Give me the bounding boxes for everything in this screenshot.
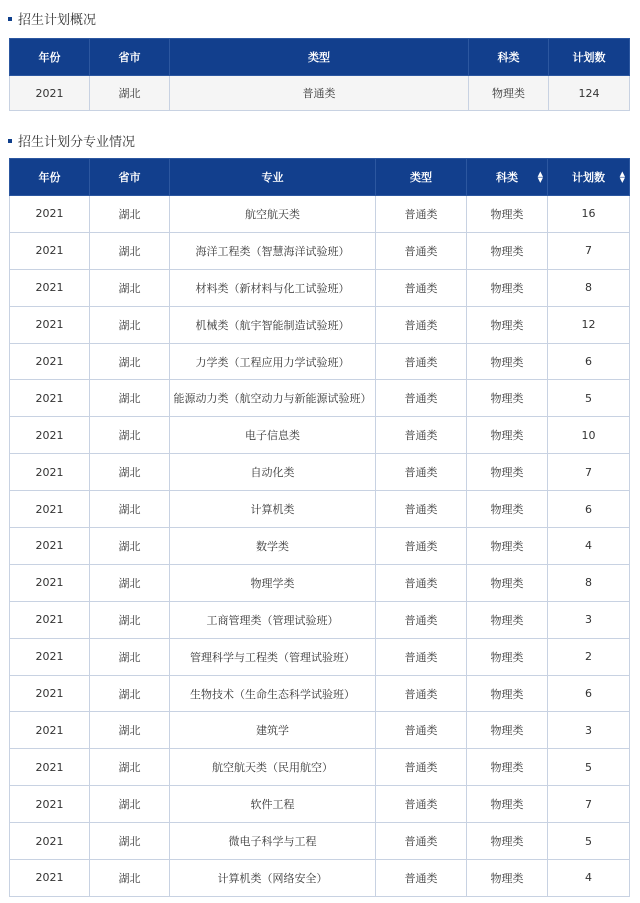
header-province: 省市 [90, 159, 170, 196]
cell-year: 2021 [10, 675, 90, 712]
table-row [10, 564, 630, 601]
cell-year: 2021 [10, 823, 90, 860]
cell-major: 能源动力类（航空动力与新能源试验班） [170, 380, 376, 417]
cell-province: 湖北 [90, 564, 170, 601]
cell-major: 物理学类 [170, 564, 376, 601]
cell-subject: 物理类 [467, 675, 548, 712]
cell-year: 2021 [10, 528, 90, 565]
cell-plan-count: 7 [548, 232, 630, 269]
summary-section-title [8, 9, 96, 28]
cell-plan-count: 5 [548, 823, 630, 860]
cell-plan-count: 3 [548, 601, 630, 638]
header-type: 类型 [170, 39, 469, 76]
header-plan-count-sortable[interactable] [548, 159, 630, 196]
table-row [10, 232, 630, 269]
cell-year: 2021 [10, 269, 90, 306]
cell-subject: 物理类 [467, 638, 548, 675]
cell-type: 普通类 [376, 860, 467, 897]
cell-major: 机械类（航宇智能制造试验班） [170, 306, 376, 343]
cell-type: 普通类 [376, 196, 467, 233]
cell-major: 自动化类 [170, 454, 376, 491]
cell-subject: 物理类 [467, 454, 548, 491]
cell-type: 普通类 [376, 343, 467, 380]
cell-year: 2021 [10, 232, 90, 269]
table-row [10, 417, 630, 454]
cell-major: 航空航天类 [170, 196, 376, 233]
cell-subject: 物理类 [467, 712, 548, 749]
sort-icon[interactable]: ▲ ▼ [537, 170, 543, 184]
cell-province: 湖北 [90, 306, 170, 343]
cell-year: 2021 [10, 343, 90, 380]
cell-year: 2021 [10, 860, 90, 897]
table-row [10, 528, 630, 565]
header-year: 年份 [10, 159, 90, 196]
cell-major: 电子信息类 [170, 417, 376, 454]
cell-type: 普通类 [376, 823, 467, 860]
cell-type: 普通类 [376, 306, 467, 343]
cell-type: 普通类 [376, 601, 467, 638]
cell-year: 2021 [10, 491, 90, 528]
cell-major: 工商管理类（管理试验班） [170, 601, 376, 638]
cell-subject: 物理类 [467, 528, 548, 565]
header-province: 省市 [90, 39, 170, 76]
cell-type: 普通类 [376, 786, 467, 823]
cell-subject: 物理类 [467, 860, 548, 897]
table-row [10, 196, 630, 233]
cell-plan-count: 7 [548, 454, 630, 491]
cell-year: 2021 [10, 76, 90, 111]
table-row [10, 860, 630, 897]
cell-year: 2021 [10, 601, 90, 638]
header-plan-count: 计划数 [549, 39, 630, 76]
header-type: 类型 [376, 159, 467, 196]
summary-header-row [10, 39, 630, 76]
cell-type: 普通类 [376, 712, 467, 749]
cell-province: 湖北 [90, 823, 170, 860]
cell-plan-count: 8 [548, 269, 630, 306]
cell-plan-count: 5 [548, 380, 630, 417]
cell-plan-count: 8 [548, 564, 630, 601]
table-row [10, 454, 630, 491]
cell-type: 普通类 [376, 454, 467, 491]
cell-province: 湖北 [90, 712, 170, 749]
cell-subject: 物理类 [467, 269, 548, 306]
table-row [10, 712, 630, 749]
table-row [10, 823, 630, 860]
cell-type: 普通类 [376, 269, 467, 306]
table-row [10, 491, 630, 528]
cell-major: 计算机类（网络安全） [170, 860, 376, 897]
cell-plan-count: 6 [548, 675, 630, 712]
header-subject-sortable[interactable] [467, 159, 548, 196]
header-subject-label: 科类 [496, 171, 518, 184]
cell-year: 2021 [10, 564, 90, 601]
header-plan-count-label: 计划数 [572, 171, 605, 184]
cell-province: 湖北 [90, 76, 170, 111]
summary-title: 招生计划概况 [18, 13, 97, 28]
cell-subject: 物理类 [469, 76, 549, 111]
cell-major: 材料类（新材料与化工试验班） [170, 269, 376, 306]
table-row [10, 343, 630, 380]
detail-header-row [10, 159, 630, 196]
header-subject: 科类 [469, 39, 549, 76]
header-year: 年份 [10, 39, 90, 76]
cell-year: 2021 [10, 454, 90, 491]
summary-table [9, 38, 630, 111]
table-row [10, 76, 630, 111]
cell-type: 普通类 [376, 749, 467, 786]
cell-province: 湖北 [90, 675, 170, 712]
cell-plan-count: 7 [548, 786, 630, 823]
table-row [10, 749, 630, 786]
table-row [10, 380, 630, 417]
cell-year: 2021 [10, 196, 90, 233]
cell-plan-count: 6 [548, 343, 630, 380]
cell-year: 2021 [10, 306, 90, 343]
cell-major: 管理科学与工程类（管理试验班） [170, 638, 376, 675]
detail-table [9, 158, 630, 897]
table-row [10, 269, 630, 306]
cell-major: 软件工程 [170, 786, 376, 823]
cell-province: 湖北 [90, 196, 170, 233]
cell-year: 2021 [10, 749, 90, 786]
cell-type: 普通类 [376, 380, 467, 417]
cell-year: 2021 [10, 638, 90, 675]
cell-major: 建筑学 [170, 712, 376, 749]
cell-subject: 物理类 [467, 786, 548, 823]
cell-province: 湖北 [90, 491, 170, 528]
cell-province: 湖北 [90, 380, 170, 417]
table-row [10, 601, 630, 638]
cell-type: 普通类 [376, 528, 467, 565]
cell-major: 海洋工程类（智慧海洋试验班） [170, 232, 376, 269]
table-row [10, 786, 630, 823]
sort-icon[interactable]: ▲ ▼ [619, 170, 625, 184]
detail-title: 招生计划分专业情况 [18, 135, 136, 150]
cell-major: 数学类 [170, 528, 376, 565]
cell-subject: 物理类 [467, 823, 548, 860]
table-row [10, 306, 630, 343]
cell-year: 2021 [10, 712, 90, 749]
section-marker-icon [8, 17, 12, 21]
detail-table-body [10, 196, 630, 897]
cell-subject: 物理类 [467, 306, 548, 343]
cell-province: 湖北 [90, 454, 170, 491]
cell-year: 2021 [10, 417, 90, 454]
cell-type: 普通类 [170, 76, 469, 111]
cell-province: 湖北 [90, 786, 170, 823]
cell-province: 湖北 [90, 528, 170, 565]
cell-plan-count: 12 [548, 306, 630, 343]
cell-province: 湖北 [90, 417, 170, 454]
cell-type: 普通类 [376, 417, 467, 454]
cell-plan-count: 10 [548, 417, 630, 454]
cell-province: 湖北 [90, 232, 170, 269]
cell-subject: 物理类 [467, 196, 548, 233]
cell-province: 湖北 [90, 269, 170, 306]
cell-plan-count: 2 [548, 638, 630, 675]
cell-year: 2021 [10, 786, 90, 823]
cell-plan-count: 6 [548, 491, 630, 528]
detail-section-title [8, 131, 135, 150]
cell-subject: 物理类 [467, 417, 548, 454]
cell-province: 湖北 [90, 343, 170, 380]
cell-plan-count: 16 [548, 196, 630, 233]
table-row [10, 638, 630, 675]
cell-subject: 物理类 [467, 491, 548, 528]
cell-type: 普通类 [376, 675, 467, 712]
cell-major: 力学类（工程应用力学试验班） [170, 343, 376, 380]
cell-major: 计算机类 [170, 491, 376, 528]
cell-type: 普通类 [376, 232, 467, 269]
cell-subject: 物理类 [467, 343, 548, 380]
cell-province: 湖北 [90, 638, 170, 675]
header-major: 专业 [170, 159, 376, 196]
section-marker-icon [8, 139, 12, 143]
cell-plan-count: 4 [548, 860, 630, 897]
cell-year: 2021 [10, 380, 90, 417]
cell-major: 生物技术（生命生态科学试验班） [170, 675, 376, 712]
cell-plan-count: 4 [548, 528, 630, 565]
cell-subject: 物理类 [467, 380, 548, 417]
cell-type: 普通类 [376, 638, 467, 675]
cell-plan-count: 124 [549, 76, 630, 111]
cell-province: 湖北 [90, 601, 170, 638]
cell-major: 航空航天类（民用航空） [170, 749, 376, 786]
cell-plan-count: 3 [548, 712, 630, 749]
table-row [10, 675, 630, 712]
cell-subject: 物理类 [467, 601, 548, 638]
cell-subject: 物理类 [467, 749, 548, 786]
cell-subject: 物理类 [467, 564, 548, 601]
cell-major: 微电子科学与工程 [170, 823, 376, 860]
cell-type: 普通类 [376, 491, 467, 528]
cell-subject: 物理类 [467, 232, 548, 269]
cell-plan-count: 5 [548, 749, 630, 786]
cell-type: 普通类 [376, 564, 467, 601]
cell-province: 湖北 [90, 749, 170, 786]
cell-province: 湖北 [90, 860, 170, 897]
